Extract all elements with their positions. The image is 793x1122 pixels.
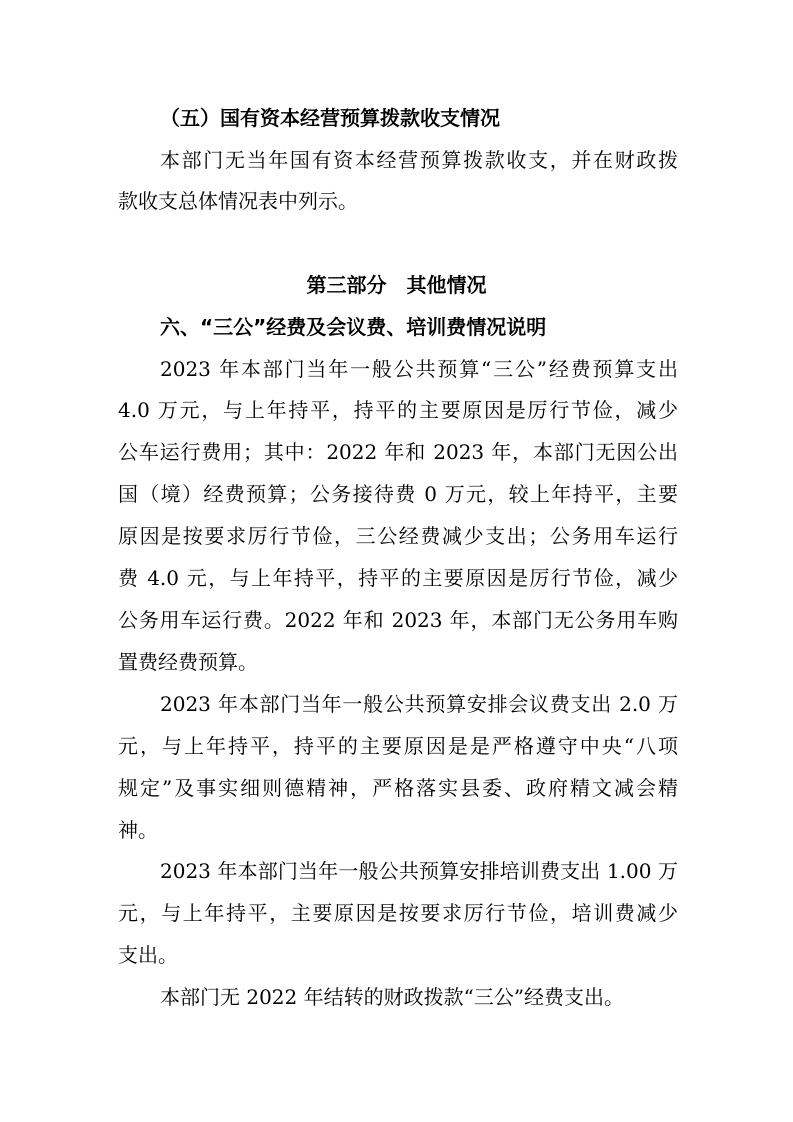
section-6-para-4-line: 本部门无 2022 年结转的财政拨款“三公”经费支出。 xyxy=(160,985,625,1009)
section-6-para-1-line: 费 4.0 元，与上年持平，持平的主要原因是厉行节俭，减少 xyxy=(118,566,678,590)
section-6-para-1-line: 原因是按要求厉行节俭，三公经费减少支出；公务用车运行 xyxy=(118,524,678,548)
section-6-heading: 六、“三公”经费及会议费、培训费情况说明 xyxy=(160,315,547,339)
section-6-para-1-line: 2023 年本部门当年一般公共预算“三公”经费预算支出 xyxy=(160,357,678,381)
section-6-para-3-line: 支出。 xyxy=(118,943,178,967)
part-3-title: 第三部分 其他情况 xyxy=(306,273,487,297)
section-6-para-1-line: 置费经费预算。 xyxy=(118,650,258,674)
section-6-para-3-line: 元，与上年持平，主要原因是按要求厉行节俭，培训费减少 xyxy=(118,901,678,925)
section-5-para-line: 本部门无当年国有资本经营预算拨款收支，并在财政拨 xyxy=(160,148,678,172)
section-6-para-3-line: 2023 年本部门当年一般公共预算安排培训费支出 1.00 万 xyxy=(160,859,678,883)
section-6-para-2-line: 神。 xyxy=(118,818,158,842)
section-6-para-1-line: 4.0 万元，与上年持平，持平的主要原因是厉行节俭，减少 xyxy=(118,398,678,422)
section-6-para-2-line: 2023 年本部门当年一般公共预算安排会议费支出 2.0 万 xyxy=(160,692,678,716)
section-6-para-1-line: 国（境）经费预算；公务接待费 0 万元，较上年持平，主要 xyxy=(118,482,678,506)
section-6-para-2-line: 元，与上年持平，持平的主要原因是是严格遵守中央“八项 xyxy=(118,734,678,758)
section-6-para-1-line: 公务用车运行费。2022 年和 2023 年，本部门无公务用车购 xyxy=(118,608,678,632)
section-5-para-line: 款收支总体情况表中列示。 xyxy=(118,189,358,213)
section-6-para-1-line: 公车运行费用；其中：2022 年和 2023 年，本部门无因公出 xyxy=(118,440,678,464)
section-5-heading: （五）国有资本经营预算拨款收支情况 xyxy=(160,106,500,130)
section-6-para-2-line: 规定”及事实细则德精神，严格落实县委、政府精文减会精 xyxy=(118,776,678,800)
